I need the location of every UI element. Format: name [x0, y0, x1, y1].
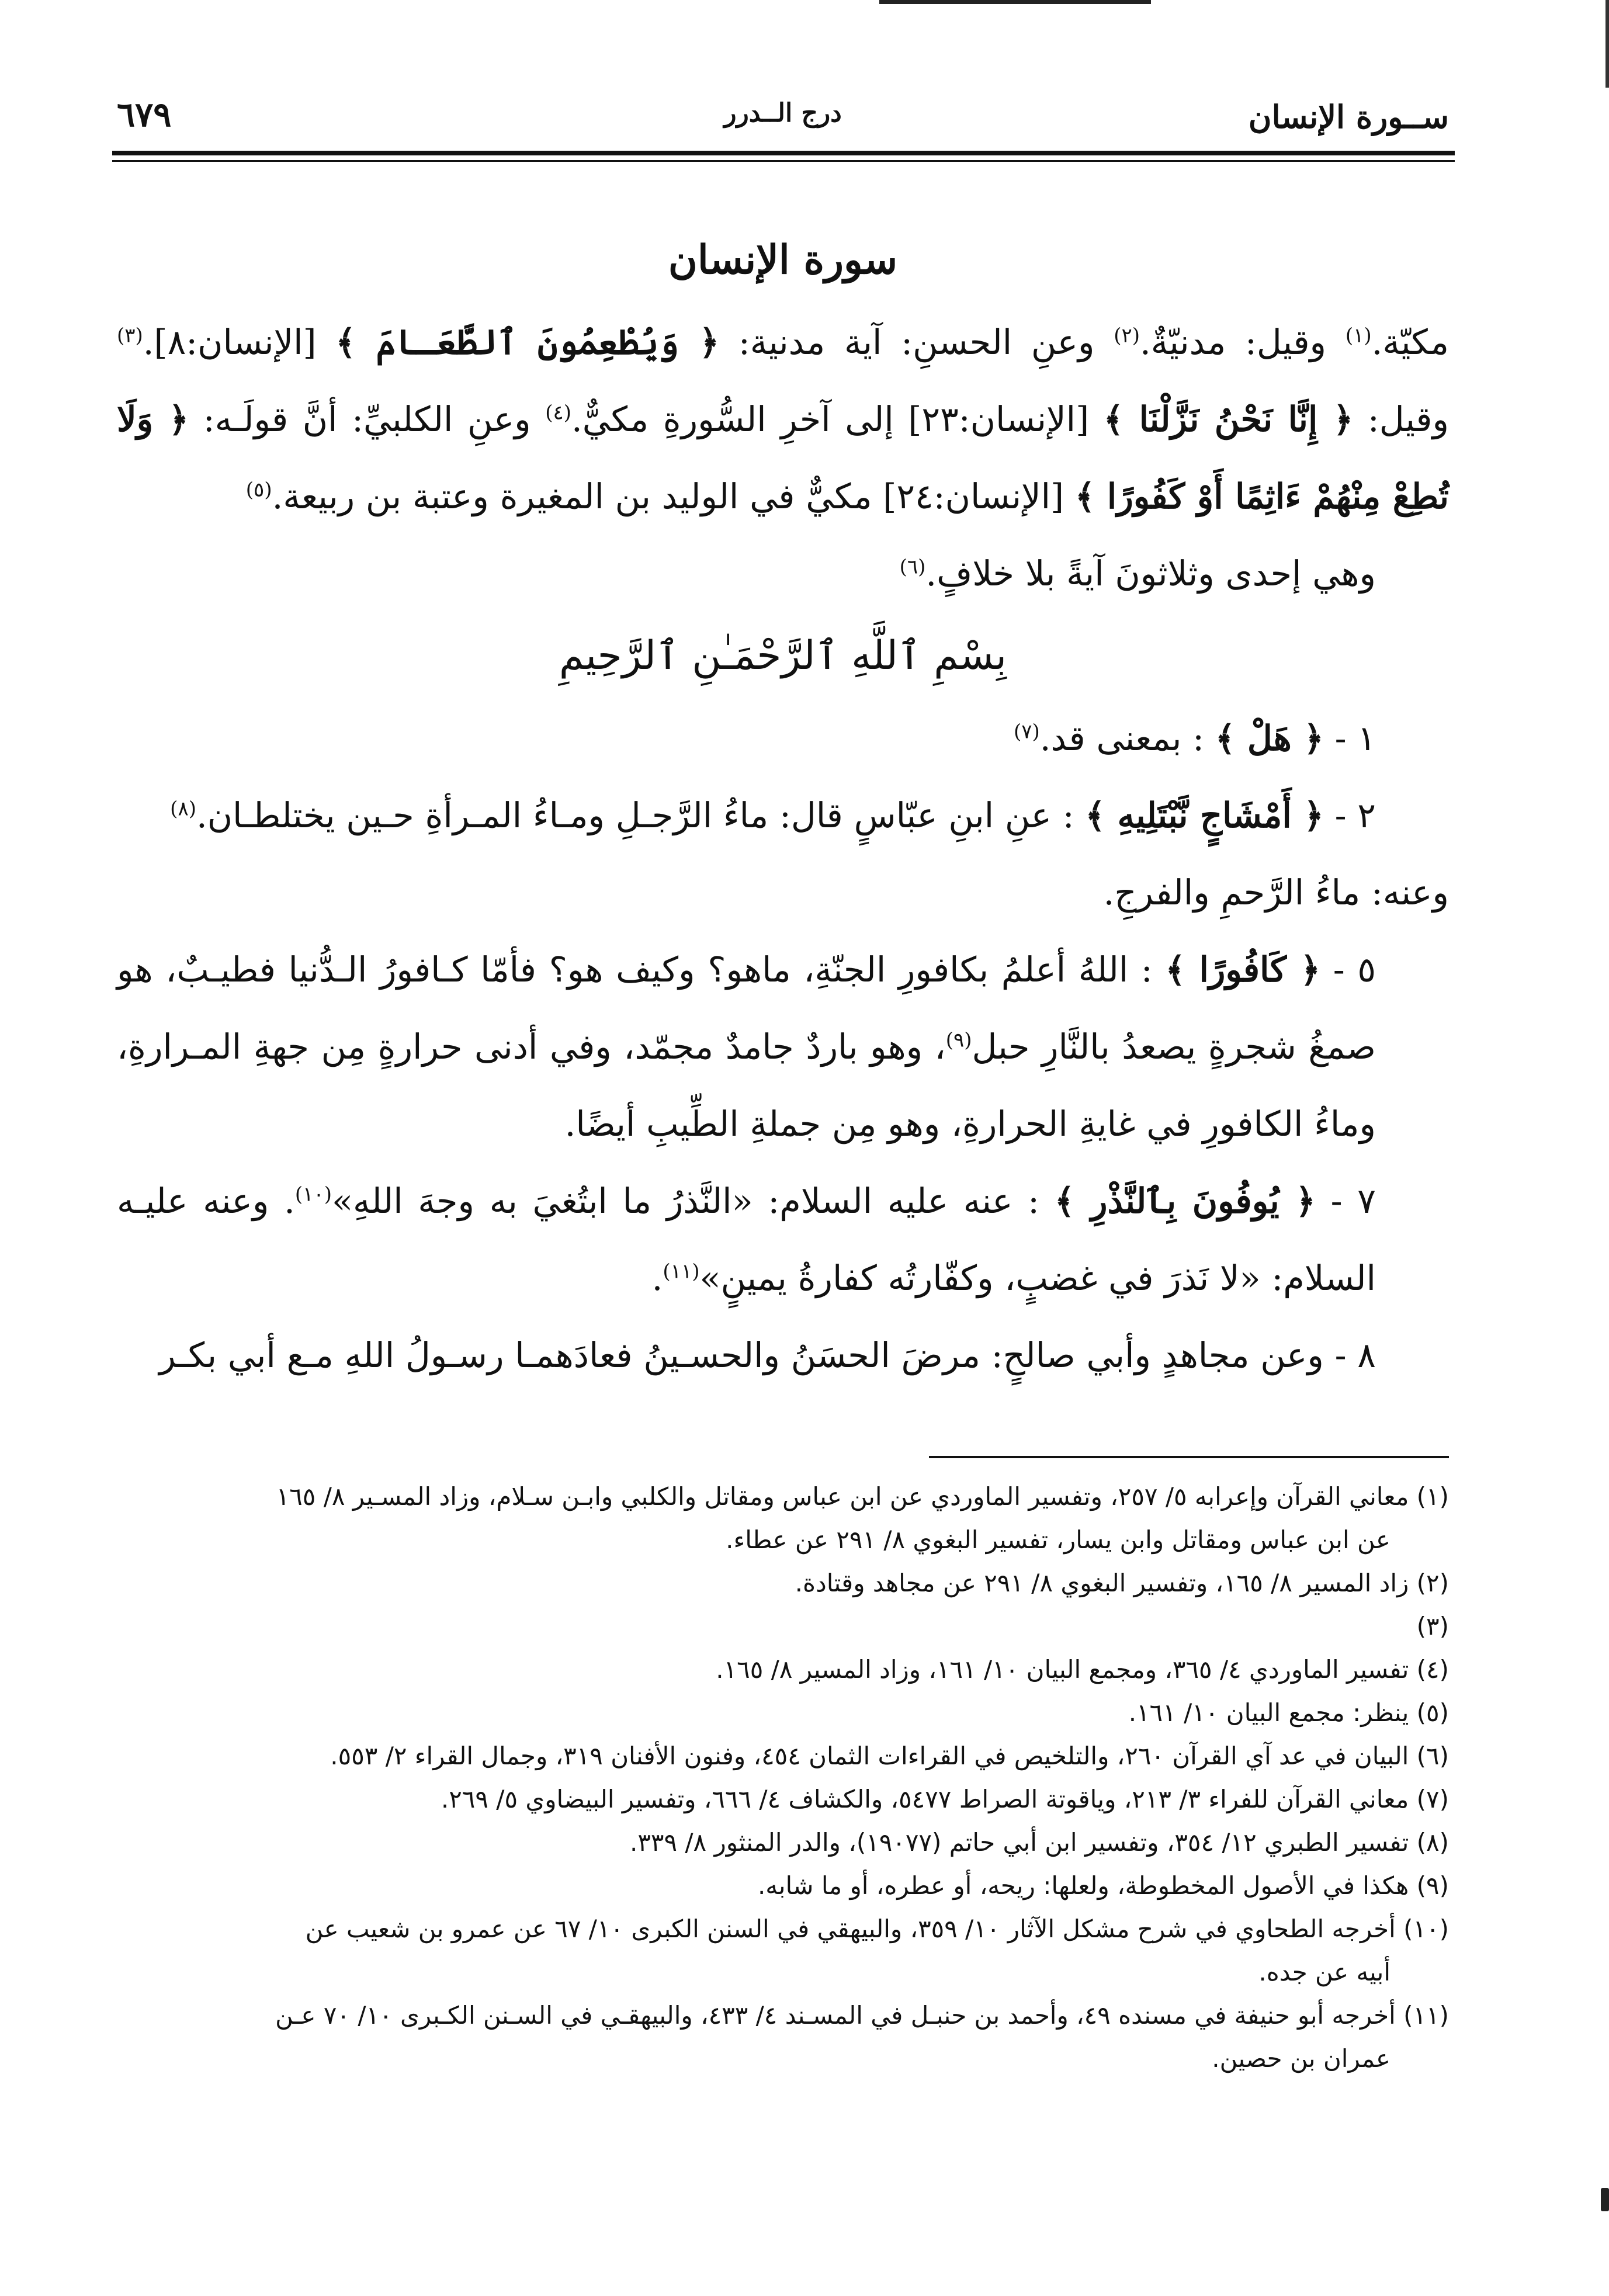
footnote: (١) معاني القرآن وإعرابه ٥/ ٢٥٧، وتفسير الماوردي عن ابن عباس ومقاتل والكلبي وابـن سـلام، وزاد المسـير ٨/ ١٦٥ [276, 1482, 1449, 1511]
footnote-ref: (٦) [899, 555, 926, 579]
intro-paragraph [117, 304, 1449, 535]
commentary-verse-1 [117, 700, 1449, 777]
quran-quote: ﴿ يُوفُونَ بِٱلنَّذْرِ ﴾ [1054, 1181, 1316, 1221]
footnote-ref: (٩) [945, 1028, 972, 1052]
surah-title: سورة الإنسان [668, 237, 898, 283]
footnote: (٦) البيان في عد آي القرآن ٢٦٠، والتلخيص في القراءات الثمان ٤٥٤، وفنون الأفنان ٣١٩، وجمال القراء ٢/ ٥٥٣. [330, 1742, 1449, 1770]
header-surah-name: ســورة الإنسان [1248, 98, 1449, 136]
commentary-verse-2 [117, 777, 1449, 854]
verse-number: ٢ - [1323, 795, 1376, 835]
footnote: (٢) زاد المسير ٨/ ١٦٥، وتفسير البغوي ٨/ ٢٩١ عن مجاهد وقتادة. [795, 1569, 1449, 1597]
commentary-verse-2-cont: وعنه: ماءُ الرَّحمِ والفرجِ. [1103, 872, 1449, 913]
commentary-text: وعن مجاهدٍ وأبي صالحٍ: مرضَ الحسَنُ والحسـينُ فعادَهمـا رسـولُ اللهِ مـع أبي بكـر [159, 1335, 1324, 1375]
verse-number: ١ - [1323, 718, 1376, 758]
footnote-ref: (٣) [117, 324, 143, 348]
intro-text: [الإنسان:٢٣] إلى آخرِ السُّورةِ مكيٌّ. [571, 399, 1104, 439]
quran-quote: ﴿ إِنَّا نَحْنُ نَزَّلْنَا ﴾ [1103, 399, 1354, 439]
running-header [117, 95, 1449, 139]
commentary-text: ، وهو باردٌ جامدٌ مجمّد، وفي أدنى حرارةٍ مِن جهةِ المـرارةِ، وماءُ الكافورِ في غايةِ الحرارةِ، وهو مِن جملةِ الطِّيبِ أيضًا. [117, 1026, 1376, 1144]
header-rule-thin [112, 160, 1455, 162]
page-number: ٦٧٩ [117, 95, 172, 134]
commentary-text: : عنه عليه السلام: «النَّذرُ ما ابتُغيَ به وجهَ اللهِ» [331, 1181, 1055, 1221]
main-text [117, 304, 1449, 1394]
commentary-text: : بمعنى قد. [1039, 718, 1215, 758]
footnote: (٧) معاني القرآن للفراء ٣/ ٢١٣، وياقوتة الصراط ٥٤٧٧، والكشاف ٤/ ٦٦٦، وتفسير البيضاوي ٥/ ٢٦٩. [441, 1785, 1449, 1813]
intro-text: وعنِ الكلبيِّ: أنَّ قولَـه: [189, 399, 546, 439]
commentary-text: . [651, 1258, 663, 1298]
verse-count-line [117, 535, 1449, 612]
footnote-continuation: عن ابن عباس ومقاتل وابن يسار، تفسير البغوي ٨/ ٢٩١ عن عطاء. [726, 1525, 1390, 1554]
scan-edge-mark [1601, 2188, 1609, 2211]
footnote: (١١) أخرجه أبو حنيفة في مسنده ٤٩، وأحمد بن حنبـل في المسـند ٤/ ٤٣٣، والبيهقـي في السـنن الكـبرى ١٠/ ٧٠ عـن [275, 2001, 1449, 2030]
quran-quote: ﴿ وَلَا تُطِعْ مِنْهُمْ ءَاثِمًا أَوْ كَفُورًا ﴾ [117, 399, 1449, 516]
footnote-ref: (٧) [1013, 720, 1040, 744]
footnote: (٤) تفسير الماوردي ٤/ ٣٦٥، ومجمع البيان ١٠/ ١٦١، وزاد المسير ٨/ ١٦٥. [716, 1655, 1449, 1684]
intro-text: وعنِ الحسنِ: آية مدنية: [719, 322, 1114, 362]
quran-quote: ﴿ أَمْشَاجٍ نَّبْتَلِيهِ ﴾ [1085, 795, 1324, 835]
footnote-ref: (١١) [663, 1260, 700, 1284]
footnote: (٨) تفسير الطبري ١٢/ ٣٥٤، وتفسير ابن أبي حاتم (١٩٠٧٧)، والدر المنثور ٨/ ٣٣٩. [629, 1828, 1449, 1857]
footnote-ref: (٤) [545, 401, 572, 425]
footnote-separator [929, 1456, 1449, 1458]
intro-text: [الإنسان:٨]. [143, 322, 336, 362]
right-edge-rule [1605, 0, 1609, 88]
footnote: (٣) [1416, 1612, 1449, 1641]
verse-number: ٥ - [1320, 949, 1376, 990]
verse-count-text: وهي إحدى وثلاثونَ آيةً بلا خلافٍ. [925, 553, 1376, 594]
commentary-verse-5 [117, 931, 1449, 1163]
footnote: (٩) هكذا في الأصول المخطوطة، ولعلها: ريحه، أو عطره، أو ما شابه. [757, 1871, 1449, 1900]
footnote-ref: (٨) [170, 797, 196, 821]
verse-number: ٨ - [1323, 1335, 1376, 1375]
footnote: (٥) ينظر: مجمع البيان ١٠/ ١٦١. [1128, 1698, 1449, 1727]
commentary-text: : اللهُ أعلمُ بكافورِ الجنّةِ، ماهو؟ وكيف هو؟ فأمّا كـافورُ الـدُّنيا فطيـبٌ، هو صمغُ شجرةٍ يصعدُ بالنَّارِ حبل [117, 949, 1376, 1067]
quran-quote: ﴿ وَيُطْعِمُونَ ٱلطَّعَـامَ ﴾ [335, 322, 720, 362]
verse-number: ٧ - [1315, 1181, 1376, 1221]
header-rule-thick [112, 151, 1455, 155]
intro-text: وقيل: مدنيّةٌ. [1140, 322, 1346, 362]
footnote-ref: (١) [1345, 324, 1372, 348]
commentary-text: : عنِ ابنِ عبّاسٍ قال: ماءُ الرَّجـلِ ومـاءُ المـرأةِ حـين يختلطـان. [196, 795, 1086, 835]
intro-text: [الإنسان:٢٤] مكيٌّ في الوليد بن المغيرة وعتبة بن ربيعة. [272, 476, 1075, 516]
basmala: بِسْمِ ٱللَّهِ ٱلرَّحْمَـٰنِ ٱلرَّحِيمِ [559, 633, 1007, 679]
quran-quote: ﴿ هَلْ ﴾ [1215, 718, 1324, 758]
commentary-verse-8 [117, 1317, 1449, 1394]
commentary-text: . وعنه عليـه السلام: «لا نَذرَ في غضبٍ، وكفّارتُه كفارةُ يمينٍ» [117, 1181, 1376, 1298]
footnote: (١٠) أخرجه الطحاوي في شرح مشكل الآثار ١٠/ ٣٥٩، والبيهقي في السنن الكبرى ١٠/ ٦٧ عن عمرو بن شعيب عن [305, 1915, 1449, 1943]
footnote-ref: (٥) [245, 478, 272, 502]
top-edge-rule [879, 0, 1151, 4]
footnotes [111, 1475, 1449, 2080]
footnote-continuation: أبيه عن جده. [1258, 1958, 1390, 1986]
footnote-continuation: عمران بن حصين. [1212, 2044, 1390, 2073]
header-book-title: درج الــدرر [724, 98, 842, 128]
intro-text: مكيّة. [1371, 322, 1449, 362]
intro-text: وقيل: [1353, 399, 1449, 439]
footnote-ref: (٢) [1114, 324, 1140, 348]
quran-quote: ﴿ كَافُورًا ﴾ [1165, 949, 1321, 990]
commentary-verse-7 [117, 1163, 1449, 1317]
footnote-ref: (١٠) [294, 1182, 332, 1206]
